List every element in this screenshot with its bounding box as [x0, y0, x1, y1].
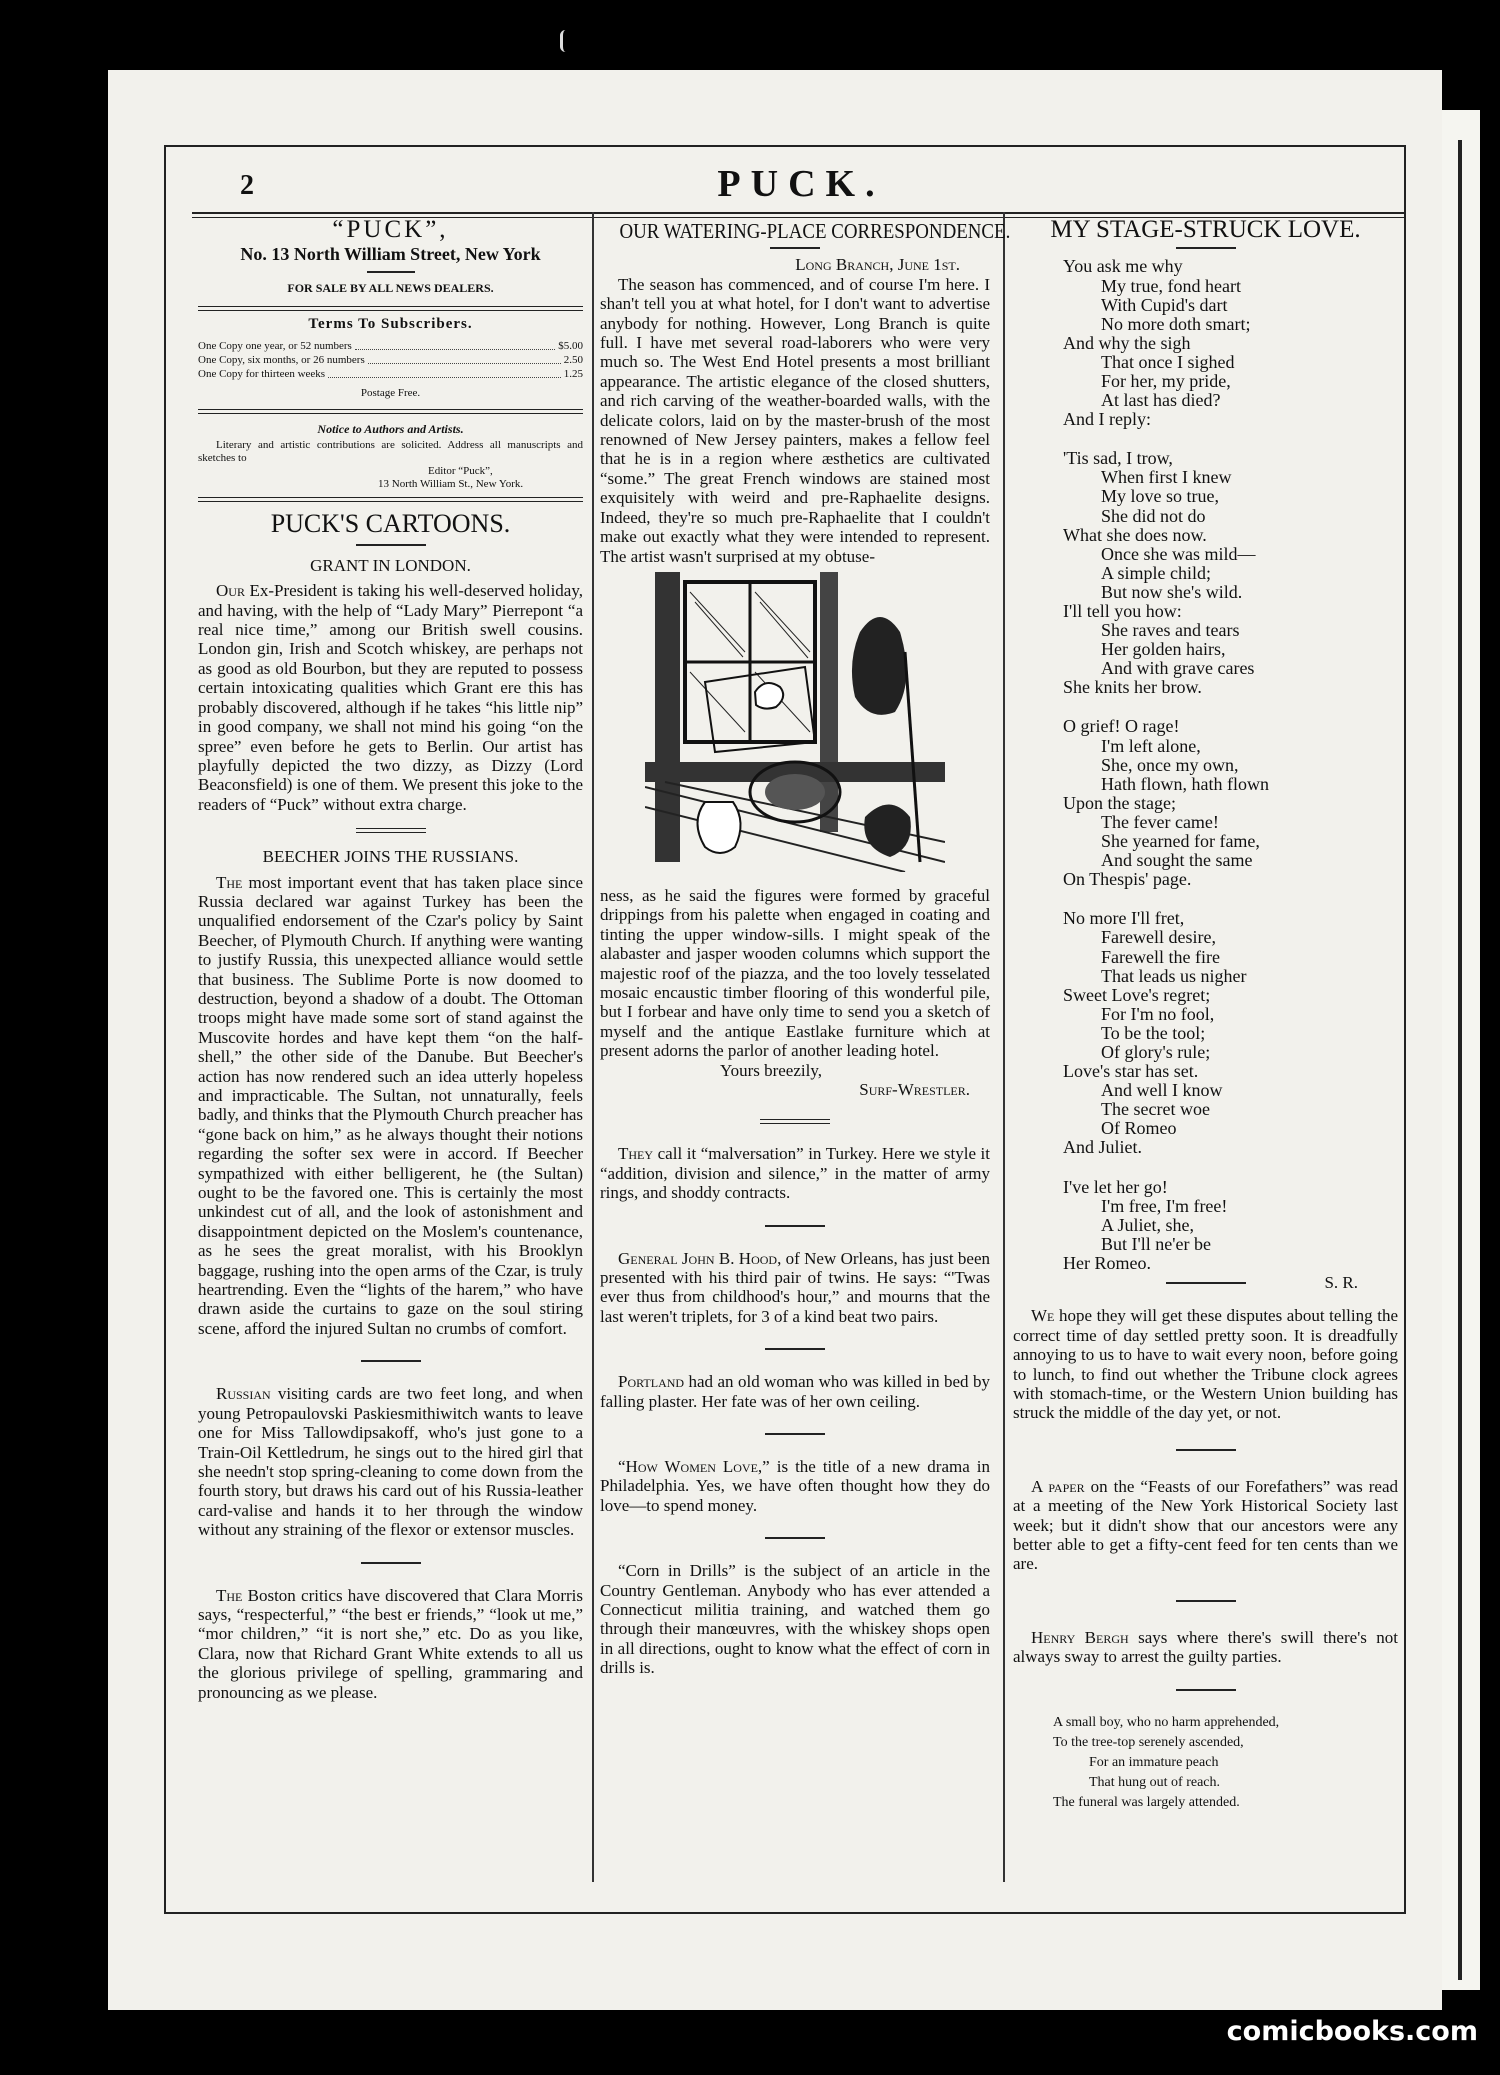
double-rule: [760, 1119, 830, 1124]
column-rule: [1003, 212, 1005, 1882]
feasts-article: [1013, 1477, 1398, 1574]
poem-line: She knits her brow.: [1063, 677, 1202, 698]
poem-line: Sweet Love's regret;: [1063, 984, 1211, 1005]
middle-column: [600, 218, 1011, 1678]
sale-notice: FOR SALE BY ALL NEWS DEALERS.: [287, 280, 494, 295]
poem-line: She raves and tears: [1101, 620, 1240, 641]
left-column: [198, 218, 583, 1702]
postage-note: Postage Free.: [360, 386, 421, 399]
beecher-article: [198, 873, 583, 1339]
limerick-line: For an immature peach: [1089, 1754, 1219, 1770]
poem-line: [1063, 697, 1398, 717]
cartoons-title: PUCK'S CARTOONS.: [270, 509, 511, 539]
lead-word: They: [618, 1144, 654, 1164]
poem-line: [1063, 889, 1398, 909]
office-address: No. 13 North William Street, New York: [240, 244, 541, 265]
article-body: hope they will get these disputes about telling the correct time of day settled pretty soon. It is dreadfully annoying to us to have to wait every noon, before going to lunch, to find out whether the Tribune clock agrees with stomach-time, or the Western Union building has struck the middle of the day yet, or not.: [1013, 1306, 1398, 1423]
lead-word: The: [216, 1585, 243, 1605]
poem-line: That once I sighed: [1101, 351, 1235, 372]
poem-line: She yearned for fame,: [1101, 831, 1260, 852]
article-body: says where there's swill there's not always sway to arrest the guilty parties.: [1013, 1627, 1398, 1667]
poem-line: And Juliet.: [1063, 1137, 1142, 1158]
poem-line: Her Romeo.: [1063, 1252, 1151, 1273]
poem-line: She did not do: [1101, 505, 1206, 526]
article-body: on the “Feasts of our Forefathers” was read at a meeting of the New York Historical Society last week; but it didn't show that our ancestors were any better able to get a fifty-cent feed for ten cents than we are.: [1013, 1476, 1398, 1574]
poem: [1013, 257, 1398, 1273]
poem-line: A Juliet, she,: [1101, 1214, 1194, 1235]
rule: [770, 247, 820, 249]
poem-line: You ask me why: [1063, 256, 1183, 277]
lead-word: General John B. Hood,: [618, 1248, 782, 1268]
lead-word: Russian: [216, 1384, 271, 1404]
poem-line: But I'll ne'er be: [1101, 1233, 1211, 1254]
office-title: “PUCK”,: [332, 216, 449, 243]
poem-title: MY STAGE-STRUCK LOVE.: [1050, 216, 1361, 243]
poem-line: [1063, 1158, 1398, 1178]
rule: [765, 1433, 825, 1435]
notice-title: Notice to Authors and Artists.: [317, 422, 464, 437]
poem-line: Farewell the fire: [1101, 946, 1220, 967]
double-rule: [198, 306, 583, 311]
poem-line: Of glory's rule;: [1101, 1041, 1211, 1062]
rule: [1176, 1600, 1236, 1602]
signature: Surf-Wrestler.: [859, 1079, 970, 1099]
lead-word: Our: [216, 581, 245, 601]
lead-word: Portland: [618, 1372, 685, 1392]
masthead: PUCK.: [717, 163, 885, 205]
rate-price: 2.50: [563, 353, 583, 366]
rate-label: One Copy, six months, or 26 numbers: [198, 353, 365, 366]
poem-line: That leads us nigher: [1101, 965, 1247, 986]
article-body: is the subject of an article in the Country Gentleman. Anybody who has ever attended a Connecticut militia training, and watched them go through their manœuvres, with the whiskey shops open in all directions, ought to know what the effect of corn in drills is.: [600, 1561, 990, 1678]
correspondence-body-1: The season has commenced, and of course I'm here. I shan't tell you at what hotel, for I don't want to advertise anybody for nothing. However, Long Branch is quite full. I have met several road-laborers who were very much so. The West End Hotel presents a most brilliant appearance. The artistic elegance of the closed shutters, and rich carving of the weather-boarded walls, with the delicate colors, laid on by the master-brush of the most renowned of New Jersey painters, makes a fellow feel that he is in a region where æsthetics are cultivated “some.” The great French windows are stained most exquisitely with weird and pre-Raphaelite designs. Indeed, they're so much pre-Raphaelite that I couldn't make out exactly what they were intended to represent. The artist wasn't surprised at my obtuse-: [600, 274, 990, 566]
poem-line: To be the tool;: [1101, 1022, 1206, 1043]
rate-price: $5.00: [558, 339, 583, 352]
lead-word: We: [1031, 1306, 1055, 1326]
poem-line: For her, my pride,: [1101, 370, 1231, 391]
signoff: Yours breezily,: [720, 1060, 822, 1080]
rate-row: [198, 339, 583, 353]
poem-line: A simple child;: [1101, 562, 1211, 583]
russian-article: [198, 1384, 583, 1539]
rule: [765, 1225, 825, 1227]
boston-article: [198, 1586, 583, 1702]
header-rule: [192, 212, 1406, 214]
poem-initials: S. R.: [1324, 1273, 1358, 1292]
rate-label: One Copy for thirteen weeks: [198, 367, 326, 380]
poem-line: I'm free, I'm free!: [1101, 1195, 1228, 1216]
limerick: [1013, 1713, 1398, 1813]
poem-line: On Thespis' page.: [1063, 869, 1192, 890]
poem-line: For I'm no fool,: [1101, 1003, 1215, 1024]
column-rule: [592, 212, 594, 1882]
page-header: [196, 162, 1406, 210]
double-rule: [356, 828, 426, 833]
poem-line: And well I know: [1101, 1080, 1223, 1101]
lead-word: Henry Bergh: [1031, 1627, 1129, 1647]
lead-word: The: [216, 872, 243, 892]
rate-row: [198, 367, 583, 381]
poem-line: Once she was mild—: [1101, 543, 1256, 564]
limerick-line: To the tree-top serenely ascended,: [1053, 1734, 1244, 1750]
rule: [361, 1562, 421, 1564]
bergh-article: [1013, 1628, 1398, 1667]
lead-word: “How Women Love,”: [618, 1457, 770, 1477]
article-body: most important event that has taken place since Russia declared war against Turkey has been the unqualified endorsement of the Czar's policy by Saint Beecher, of Plymouth Church. If anything were wanting to justify Russia, this unexpected alliance would settle that business. The Sublime Porte is now doomed to destruction, beyond a shadow of a doubt. The Ottoman troops might have made some sort of stand against the Muscovite hordes and have kept them “on the half-shell,” the other side of the Danube. But Beecher's action has now rendered such an idea utterly hopeless and impracticable. The Sultan, not unnaturally, feels badly, and thinks that the Plymouth Church preacher has “gone back on him,” as he always thought their notions regarding the softer sex were in accord. If Beecher sympathized with either belligerent, he (the Sultan) ought to be the favored one. This is certainly the most unkindest cut of all, and the look of astonishment and disappointment depicted on the Moslem's countenance, as he sees the great moralist, with his Brooklyn baggage, rushing into the open arms of the Czar, is truly heartrending. Even the “lights of the harem,” who have drawn aside the curtains to gaze on the soul stiring scene, afford the injured Sultan no crumbs of comfort.: [198, 872, 583, 1338]
notice-body: Literary and artistic contributions are solicited. Address all manuscripts and sketches to: [198, 439, 583, 465]
poem-line: The fever came!: [1101, 811, 1219, 832]
right-column: [1013, 218, 1398, 1813]
poem-line: When first I knew: [1101, 467, 1232, 488]
double-rule: [198, 409, 583, 414]
poem-line: With Cupid's dart: [1101, 294, 1228, 315]
beecher-title: BEECHER JOINS THE RUSSIANS.: [262, 847, 519, 867]
lead-word: “Corn in Drills”: [618, 1561, 736, 1581]
article-body: had an old woman who was killed in bed by falling plaster. Her fate was of her own ceiling.: [600, 1372, 990, 1411]
poem-line: And why the sigh: [1063, 332, 1191, 353]
poem-line: Of Romeo: [1101, 1118, 1177, 1139]
terms-title: Terms To Subscribers.: [308, 316, 473, 333]
rate-label: One Copy one year, or 52 numbers: [198, 339, 352, 352]
poem-line: Farewell desire,: [1101, 927, 1216, 948]
rule: [765, 1348, 825, 1350]
poem-line: No more doth smart;: [1101, 313, 1251, 334]
poem-line: And sought the same: [1101, 850, 1253, 871]
poem-line: Hath flown, hath flown: [1101, 773, 1269, 794]
grant-article: [198, 581, 583, 814]
article-body: of New Orleans, has just been presented with his third pair of twins. He says: “'Twas ever thus from childhood's hour,” and mourns that the last weren't triplets, for 3 of a kind beat two pairs.: [600, 1248, 990, 1326]
rule: [1176, 1449, 1236, 1451]
rule: [1176, 247, 1236, 249]
women-article: [600, 1457, 990, 1515]
poem-line: At last has died?: [1101, 390, 1221, 411]
rule: [1176, 1689, 1236, 1691]
limerick-line: A small boy, who no harm apprehended,: [1053, 1714, 1280, 1730]
poem-line: What she does now.: [1063, 524, 1207, 545]
rule: [356, 544, 426, 546]
hotel-window-illustration: [645, 572, 945, 872]
poem-line: She, once my own,: [1101, 754, 1239, 775]
hood-article: [600, 1249, 990, 1327]
scan-mark: [560, 30, 571, 52]
article-body: call it “malversation” in Turkey. Here we style it “addition, division and silence,” in the matter of army rings, and shoddy contracts.: [600, 1144, 991, 1203]
corn-article: [600, 1561, 990, 1677]
rule: [1166, 1282, 1246, 1284]
page-number: 2: [240, 170, 254, 201]
grant-title: GRANT IN LONDON.: [310, 555, 471, 575]
poem-line: No more I'll fret,: [1063, 908, 1185, 929]
poem-line: Her golden hairs,: [1101, 639, 1226, 660]
rule: [367, 271, 415, 273]
double-rule: [198, 497, 583, 502]
poem-line: And I reply:: [1063, 409, 1151, 430]
rule: [361, 1360, 421, 1362]
poem-line: My true, fond heart: [1101, 275, 1241, 296]
poem-line: My love so true,: [1101, 486, 1219, 507]
limerick-line: The funeral was largely attended.: [1053, 1794, 1240, 1810]
poem-line: I'm left alone,: [1101, 735, 1201, 756]
poem-line: But now she's wild.: [1101, 581, 1243, 602]
article-body: Ex-President is taking his well-deserved holiday, and having, with the help of “Lady Mary” Pierrepont “a real nice time,” among our British swell cousins. London gin, Irish and Scotch whiskey, are perhaps not as good as old Bourbon, but they are reputed to possess certain intoxicating qualities which Grant ere this has probably discovered, although if he takes “his little nip” in good company, we shall not mind his going “on the spree” even before he gets to Berlin. Our artist has playfully depicted the two dizzy, as Dizzy (Lord Beaconsfield) is one of them. We present this joke to the readers of “Puck” without extra charge.: [198, 581, 583, 814]
poem-line: Upon the stage;: [1063, 792, 1176, 813]
poem-line: [1063, 429, 1398, 449]
limerick-line: That hung out of reach.: [1089, 1774, 1221, 1790]
page-edge-line: [1458, 140, 1462, 1980]
poem-line: 'Tis sad, I trow,: [1063, 448, 1173, 469]
lead-word: A paper: [1031, 1476, 1085, 1496]
correspondence-body-2: ness, as he said the figures were formed by graceful drippings from his palette when engaged in coating and tinting the upper window-sills. I might speak of the alabaster and jasper wooden columns which support the majestic roof of the piazza, and the too lovely tesselated mosaic encaustic timber flooring of this wonderful pile, but I forbear and have only time to send you a sketch of myself and the antique Eastlake furniture which at present adorns the parlor of another leading hotel.: [600, 885, 990, 1061]
article-body: Boston critics have discovered that Clara Morris says, “respecterful,” “the best er friends,” “look ut me,” “mor children,” “it is nort she,” etc. Do as you like, Clara, now that Richard Grant White extends to all us the glorious privilege of spelling, grammaring and pronouncing as we please.: [198, 1585, 584, 1702]
poem-line: O grief! O rage!: [1063, 716, 1180, 737]
rule: [765, 1537, 825, 1539]
rate-row: [198, 353, 583, 367]
poem-line: And with grave cares: [1101, 658, 1255, 679]
poem-line: The secret woe: [1101, 1099, 1210, 1120]
rate-price: 1.25: [563, 367, 583, 380]
poem-line: I've let her go!: [1063, 1176, 1168, 1197]
editor-address: 13 North William St., New York.: [378, 478, 524, 491]
rates-list: [198, 339, 583, 381]
dateline: Long Branch, June 1st.: [795, 255, 960, 275]
article-body: visiting cards are two feet long, and when young Petropaulovski Paskiesmithiwitch wants to leave one for Miss Tallowdipsakoff, who's just gone to a Train-Oil Kettledrum, he sings out to the hired girl that she needn't stop spring-cleaning to come down from the fourth story, but draws his card out of his Russia-leather card-valise and hands it to her through the window without any straining of the flexor or extensor muscles.: [198, 1384, 583, 1540]
editor-name: Editor “Puck”,: [428, 465, 493, 478]
portland-article: [600, 1372, 990, 1411]
poem-line: Love's star has set.: [1063, 1061, 1199, 1082]
clock-article: [1013, 1306, 1398, 1422]
correspondence-title: OUR WATERING-PLACE CORRESPONDENCE.: [619, 219, 1011, 243]
article-body: is the title of a new drama in Philadelphia. Yes, we have often thought how they do love—to spend money.: [600, 1457, 990, 1515]
poem-line: I'll tell you how:: [1063, 601, 1182, 621]
malversation-article: [600, 1144, 990, 1202]
watermark: comicbooks.com: [1226, 2016, 1478, 2047]
